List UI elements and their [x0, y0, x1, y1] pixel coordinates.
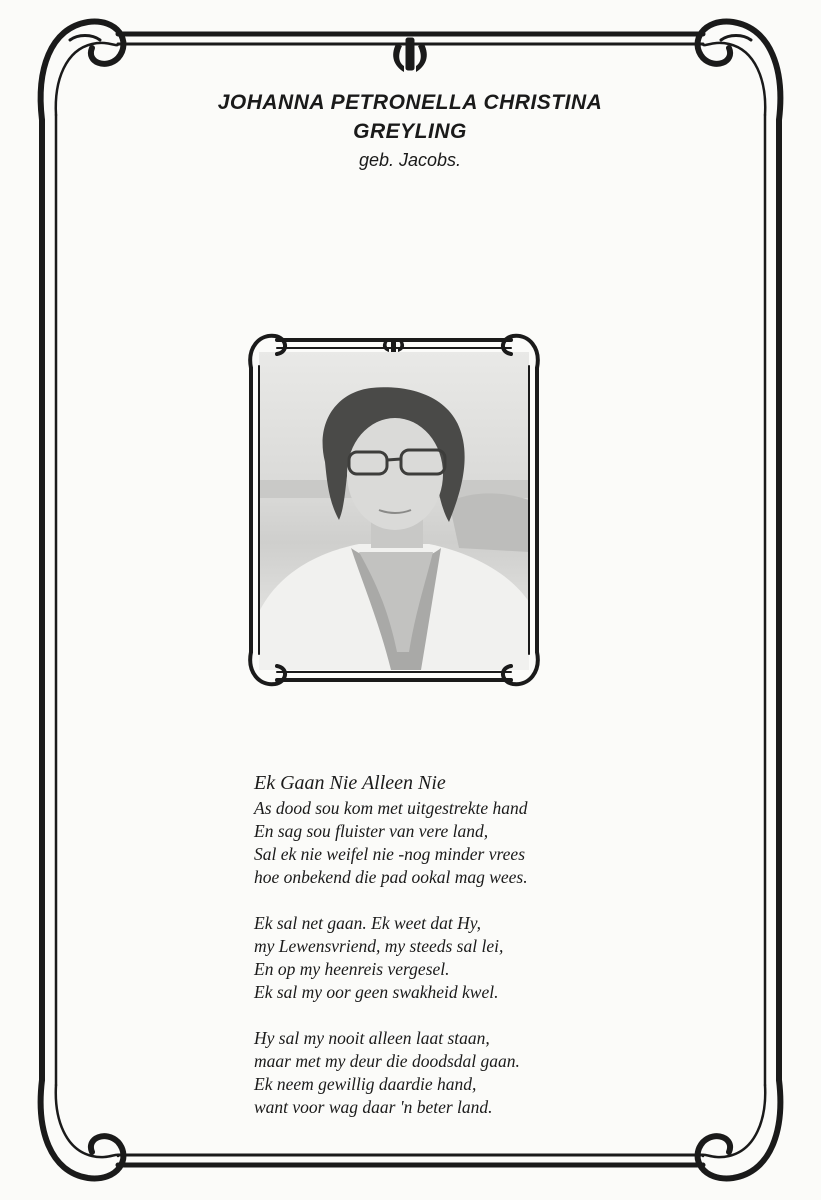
portrait: [237, 328, 551, 692]
poem-line: Ek neem gewillig daardie hand,: [254, 1074, 477, 1094]
poem-line: Ek sal my oor geen swakheid kwel.: [254, 982, 499, 1002]
portrait-frame-ornament: [237, 328, 551, 692]
deceased-surname: GREYLING: [353, 120, 467, 143]
poem-line: Ek sal net gaan. Ek weet dat Hy,: [254, 913, 481, 933]
deceased-first-names: JOHANNA PETRONELLA CHRISTINA: [217, 91, 603, 114]
poem-title: Ek Gaan Nie Alleen Nie: [254, 772, 446, 794]
poem-line: En op my heenreis vergesel.: [254, 959, 450, 979]
poem-stanza-2: [254, 912, 694, 1004]
deceased-name-block: [110, 88, 710, 172]
poem-line: want voor wag daar 'n beter land.: [254, 1097, 493, 1117]
poem-line: my Lewensvriend, my steeds sal lei,: [254, 936, 504, 956]
poem-line: En sag sou fluister van vere land,: [254, 821, 489, 841]
poem-line: maar met my deur die doodsdal gaan.: [254, 1051, 520, 1071]
poem-line: Sal ek nie weifel nie -nog minder vrees: [254, 844, 526, 864]
poem-stanza-3: [254, 1027, 694, 1119]
poem-line: Hy sal my nooit alleen laat staan,: [254, 1028, 490, 1048]
poem-stanza-1: [254, 797, 694, 889]
poem: [254, 770, 694, 1119]
poem-line: As dood sou kom met uitgestrekte hand: [254, 798, 528, 818]
poem-line: hoe onbekend die pad ookal mag wees.: [254, 867, 528, 887]
maiden-name: geb. Jacobs.: [358, 150, 462, 170]
